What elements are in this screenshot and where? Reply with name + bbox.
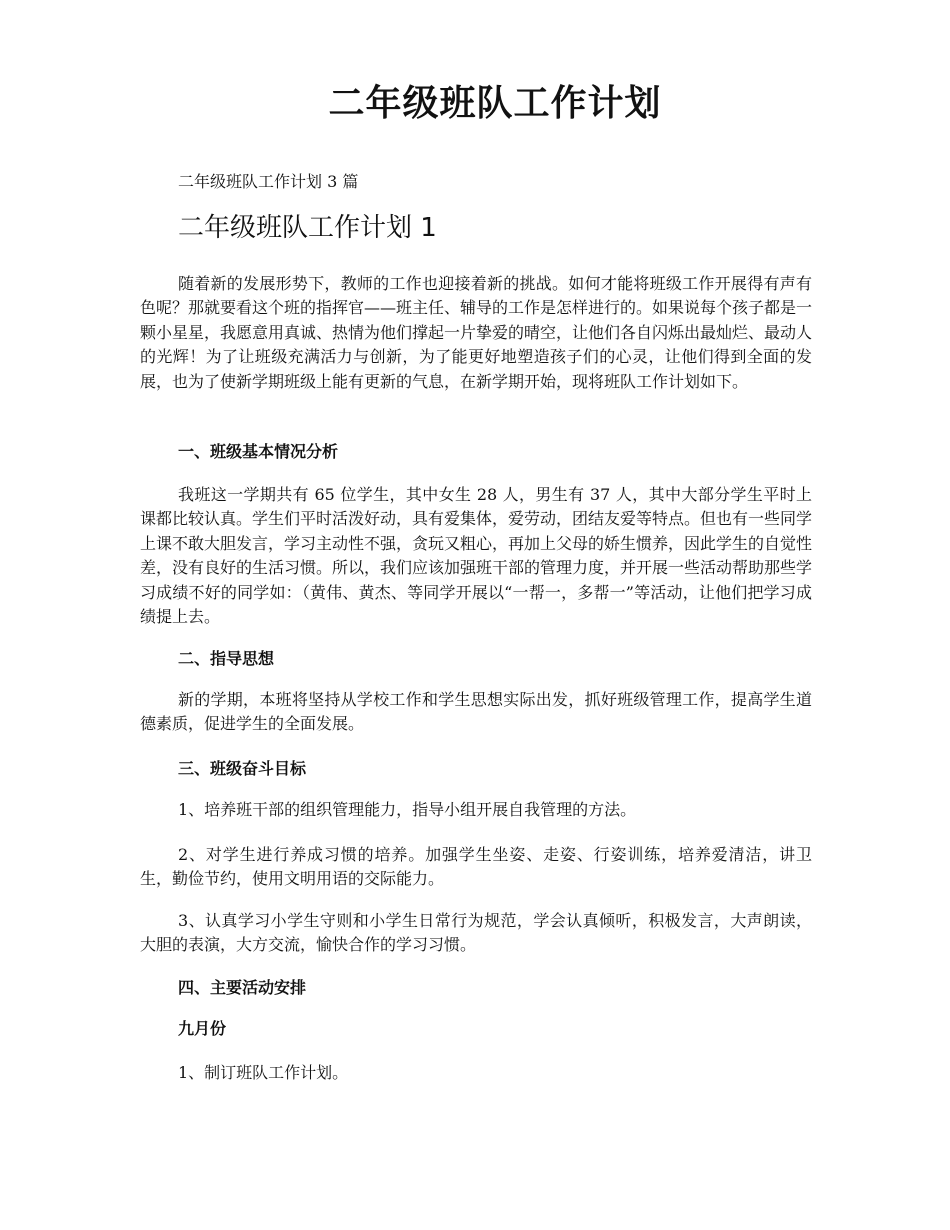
heading-activities: 四、主要活动安排 (178, 978, 307, 997)
heading-guiding-ideas: 二、指导思想 (178, 649, 275, 668)
intro-paragraph: 随着新的发展形势下，教师的工作也迎接着新的挑战。如何才能将班级工作开展得有声有色呢？那就要看这个班的指挥官——班主任、辅导的工作是怎样进行的。如果说每个孩子都是一颗小星星，我愿意用真诚、热情为他们撑起一片挚爱的晴空，让他们各自闪烁出最灿烂、最动人的光辉！为了让班级充满活力与创新，为了能更好地塑造孩子们的心灵，让他们得到全面的发展，也为了使新学期班级上能有更新的气息，在新学期开始，现将班队工作计划如下。 (140, 274, 813, 391)
activity-item-1: 1、制订班队工作计划。 (178, 1063, 349, 1082)
section-title: 二年级班队工作计划 1 (178, 213, 437, 243)
heading-class-analysis: 一、班级基本情况分析 (178, 442, 339, 461)
document-subtitle: 二年级班队工作计划 3 篇 (178, 172, 359, 191)
heading-class-goals: 三、班级奋斗目标 (178, 759, 307, 778)
goal-item-3: 3、认真学习小学生守则和小学生日常行为规范，学会认真倾听，积极发言，大声朗读，大胆的表演，大方交流，愉快合作的学习习惯。 (140, 911, 812, 955)
class-analysis-paragraph: 我班这一学期共有 65 位学生，其中女生 28 人，男生有 37 人，其中大部分学生平时上课都比较认真。学生们平时活泼好动，具有爱集体，爱劳动，团结友爱等特点。但也有一些同学上课不敢大胆发言，学习主动性不强，贪玩又粗心，再加上父母的娇生惯养，因此学生的自觉性差，没有良好的生活习惯。所以，我们应该加强班干部的管理力度，并开展一些活动帮助那些学习成绩不好的同学如：（黄伟、黄杰、等同学开展以“一帮一，多帮一”等活动，让他们把学习成绩提上去。 (140, 485, 813, 627)
goal-item-1: 1、培养班干部的组织管理能力，指导小组开展自我管理的方法。 (178, 800, 637, 819)
month-heading-september: 九月份 (178, 1019, 227, 1038)
document-title: 二年级班队工作计划 (328, 83, 662, 124)
guiding-ideas-paragraph: 新的学期，本班将坚持从学校工作和学生思想实际出发，抓好班级管理工作，提高学生道德素质，促进学生的全面发展。 (140, 690, 812, 734)
goal-item-2: 2、对学生进行养成习惯的培养。加强学生坐姿、走姿、行姿训练，培养爱清洁，讲卫生，勤俭节约，使用文明用语的交际能力。 (140, 845, 812, 889)
